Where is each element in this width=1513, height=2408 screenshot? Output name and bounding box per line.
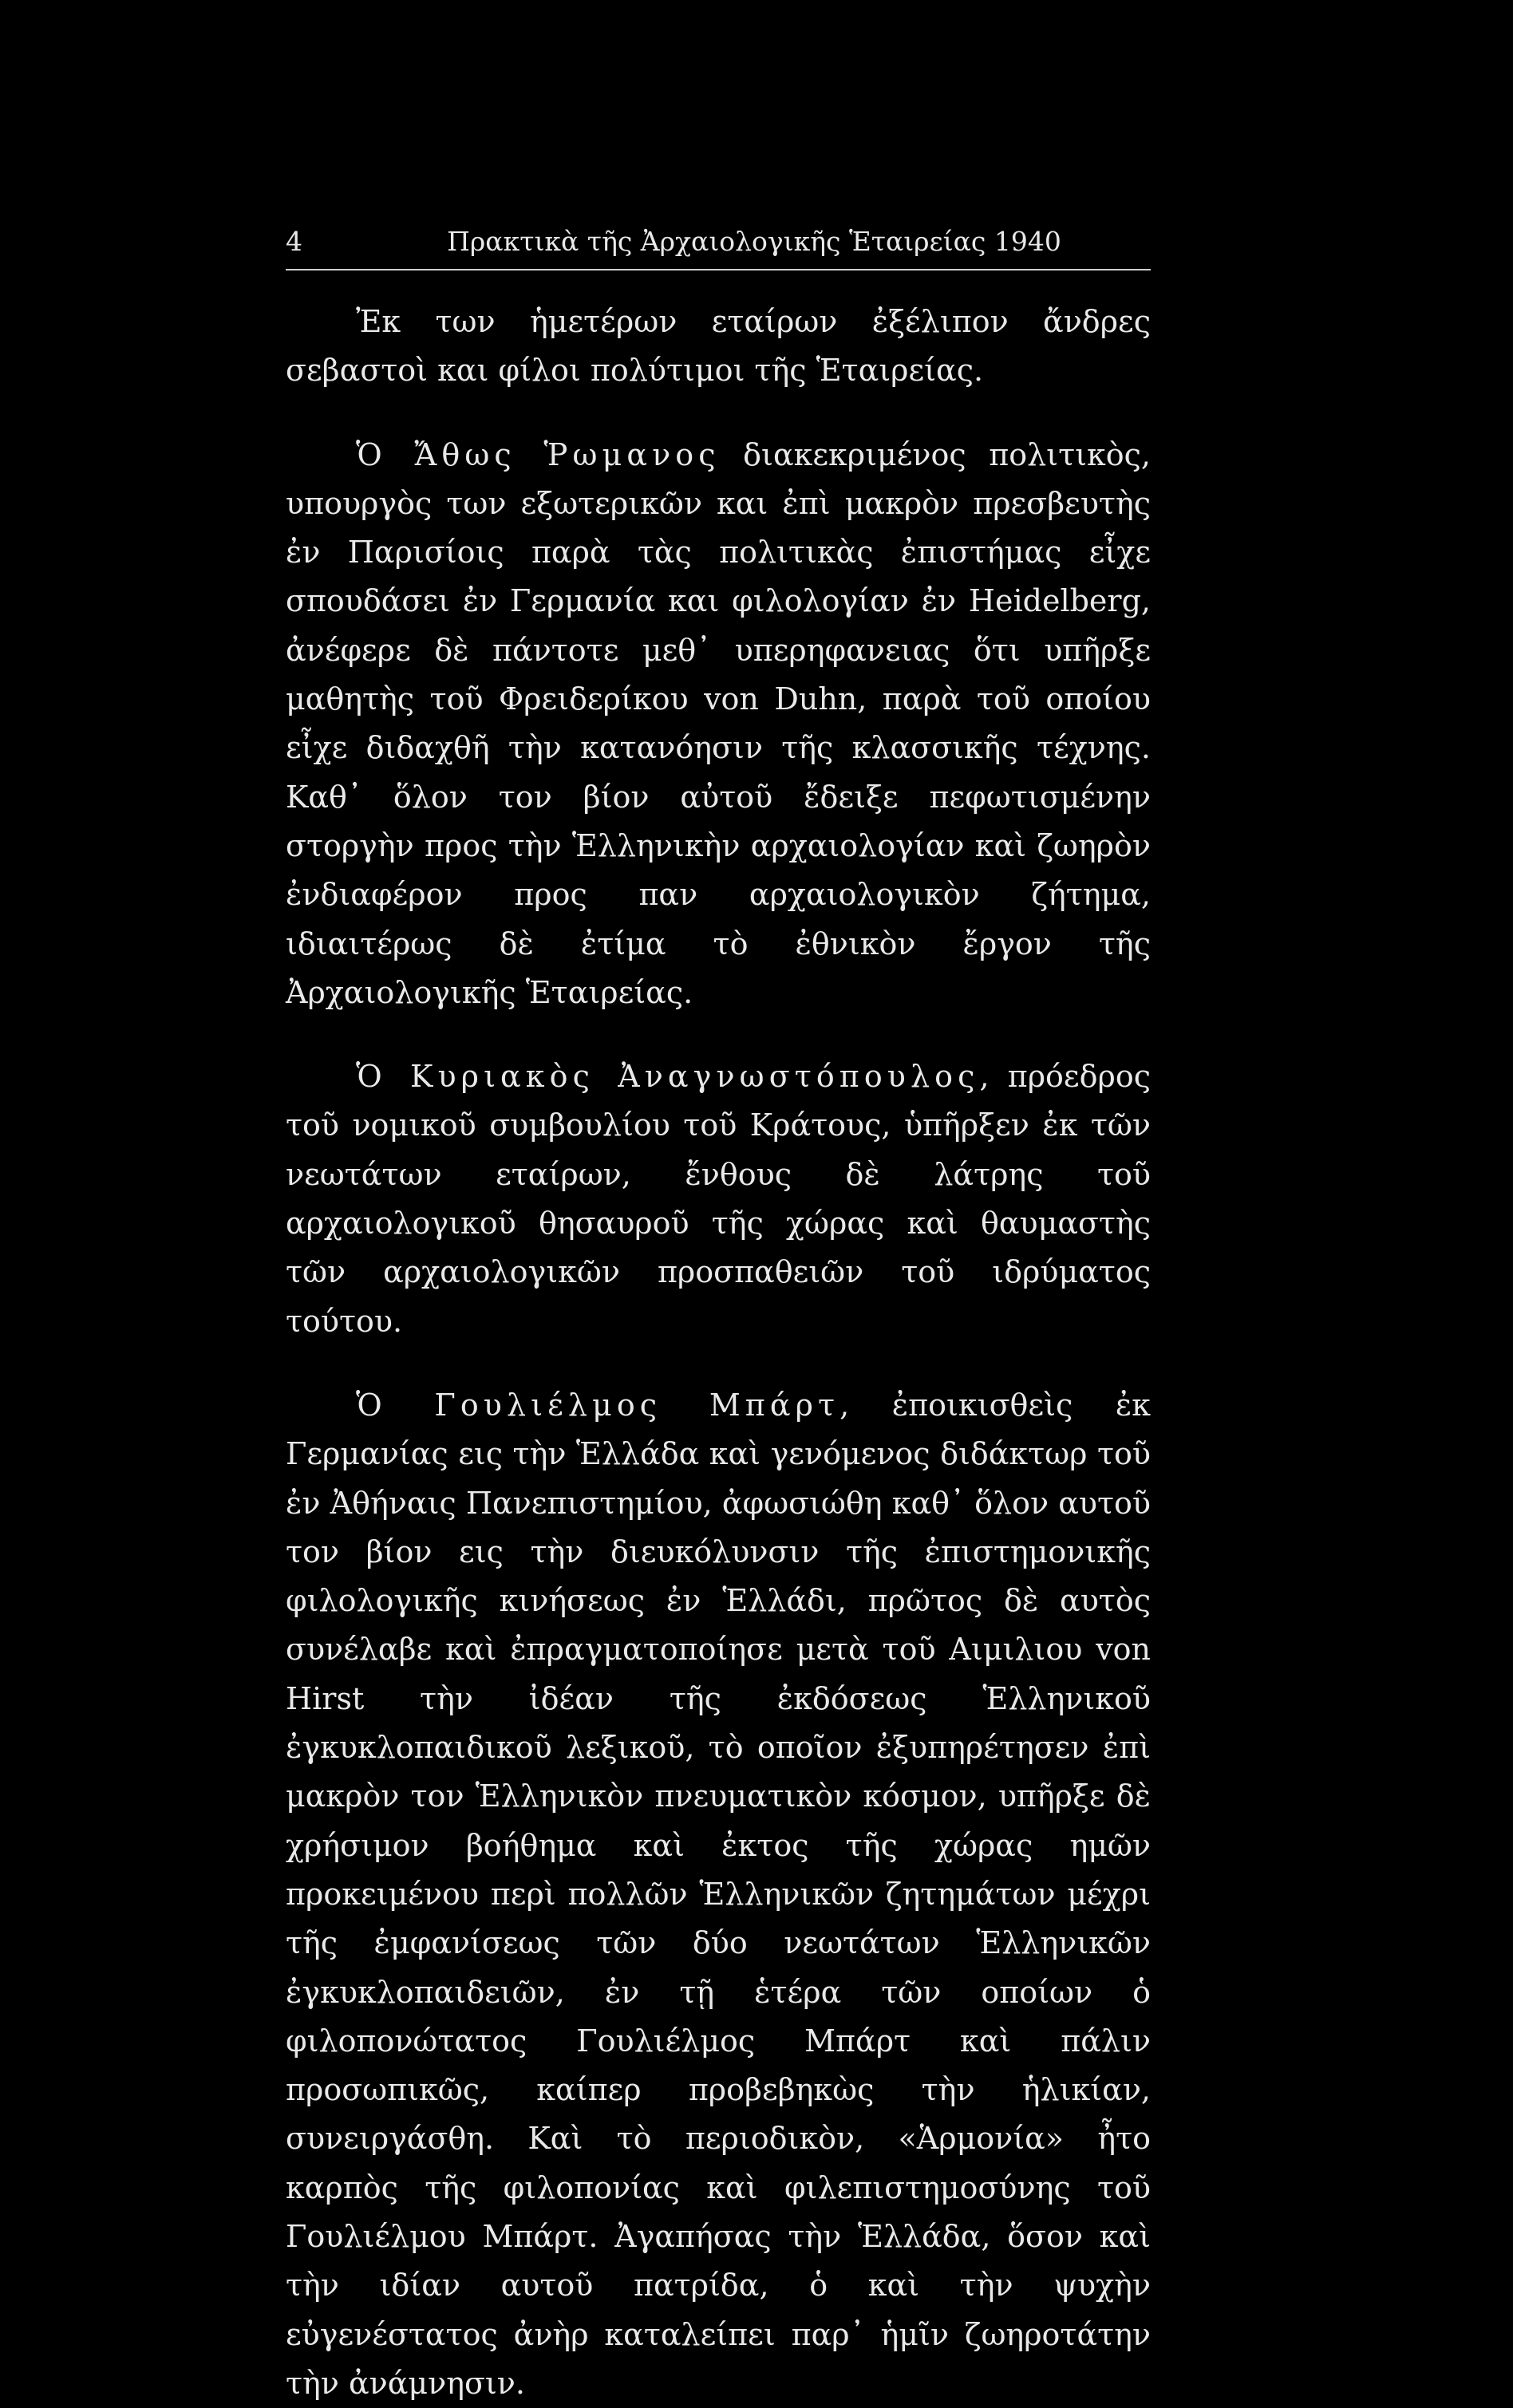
paragraph-text: , ἐποικισθεὶς ἐκ Γερμανίας εις τὴν Ἑλλάδα καὶ γενόμενος διδάκτωρ τοῦ ἐν Ἀθήναις Πανεπιστημίου, ἀφωσιώθη καθ᾽ ὅλον αυτοῦ τον βίον εις τὴν διευκόλυνσιν τῆς ἐπιστημονικῆς φιλολογικῆς κινήσεως ἐν Ἑλλάδι, πρῶτος δὲ αυτὸς συνέλαβε καὶ ἐπραγματοποίησε μετὰ τοῦ Αιμιλιου von Hirst τὴν ἰδέαν τῆς ἐκδόσεως Ἑλληνικοῦ ἐγκυκλοπαιδικοῦ λεξικοῦ, τὸ οποῖον ἐξυπηρέτησεν ἐπὶ μακρὸν τον Ἑλληνικὸν πνευματικὸν κόσμον, υπῆρξε δὲ χρήσιμον βοήθημα καὶ ἐκτος τῆς χώρας ημῶν προκειμένου περὶ πολλῶν Ἑλληνικῶν ζητημάτων μέχρι τῆς ἐμφανίσεως τῶν δύο νεωτάτων Ἑλληνικῶν ἐγκυκλοπαιδειῶν, ἐν τῇ ἑτέρα τῶν οποίων ὁ φιλοπονώτατος Γουλιέλμος Μπάρτ καὶ πάλιν προσωπικῶς, καίπερ προβεβηκὼς τὴν ἡλικίαν, συνειργάσθη. Καὶ τὸ περιοδικὸν, «Ἁρμονία» ἦτο καρπὸς τῆς φιλοπονίας καὶ φιλεπιστημοσύνης τοῦ Γουλιέλμου Μπάρτ. Ἀγαπήσας τὴν Ἑλλάδα, ὅσον καὶ τὴν ιδίαν αυτοῦ πατρίδα, ὁ καὶ τὴν ψυχὴν εὐγενέστατος ἀνὴρ καταλείπει παρ᾽ ἡμῖν ζωηροτάτην τὴν ἀνάμνησιν.	[286, 1387, 1151, 2401]
paragraph-text: διακεκριμένος πολιτικὸς, υπουργὸς των εξωτερικῶν και ἐπὶ μακρὸν πρεσβευτὴς ἐν Παρισίοις παρὰ τὰς πολιτικὰς ἐπιστήμας εἶχε σπουδάσει ἐν Γερμανία και φιλολογίαν ἐν Heidelberg, ἀνέφερε δὲ πάντοτε μεθ᾽ υπερηφανειας ὅτι υπῆρξε μαθητὴς τοῦ Φρειδερίκου von Duhn, παρὰ τοῦ οποίου εἶχε διδαχθῆ τὴν κατανόησιν τῆς κλασσικῆς τέχνης. Καθ᾽ ὅλον τον βίον αὐτοῦ ἔδειξε πεφωτισμένην στοργὴν προς τὴν Ἑλληνικὴν αρχαιολογίαν καὶ ζωηρὸν ἐνδιαφέρον προς παν αρχαιολογικὸν ζήτημα, ιδιαιτέρως δὲ ἐτίμα τὸ ἐθνικὸν ἔργον τῆς Ἀρχαιολογικῆς Ἑταιρείας.	[286, 436, 1151, 1010]
paragraph-text: , πρόεδρος τοῦ νομικοῦ συμβουλίου τοῦ Κράτους, ὑπῆρξεν ἐκ τῶν νεωτάτων εταίρων, ἔνθους δὲ λάτρης τοῦ αρχαιολογικοῦ θησαυροῦ τῆς χώρας καὶ θαυμαστὴς τῶν αρχαιολογικῶν προσπαθειῶν τοῦ ιδρύματος τούτου.	[286, 1059, 1151, 1339]
paragraph-members-lost	[286, 298, 1151, 396]
person-name: Ὁ Ἄθως Ῥωμανος	[356, 436, 721, 472]
paragraph-kyriakos-anagnostopoulos	[286, 1052, 1151, 1346]
page-header	[286, 219, 1151, 270]
page-number: 4	[286, 226, 302, 257]
paragraph-wilhelm-barth	[286, 1381, 1151, 2408]
person-name: Ὁ Κυριακὸς Ἀναγνωστόπουλος	[356, 1059, 980, 1095]
paragraph-text: Ἐκ των ἡμετέρων εταίρων ἐξέλιπον ἄνδρες σεβαστοὶ και φίλοι πολύτιμοι τῆς Ἑταιρείας.	[286, 304, 1151, 389]
person-name: Ὁ Γουλιέλμος Μπάρτ	[356, 1387, 840, 1423]
page-content	[286, 219, 1151, 2408]
paragraph-athos-romanos	[286, 431, 1151, 1018]
running-title: Πρακτικὰ τῆς Ἀρχαιολογικῆς Ἑταιρείας 1940	[447, 226, 1061, 257]
